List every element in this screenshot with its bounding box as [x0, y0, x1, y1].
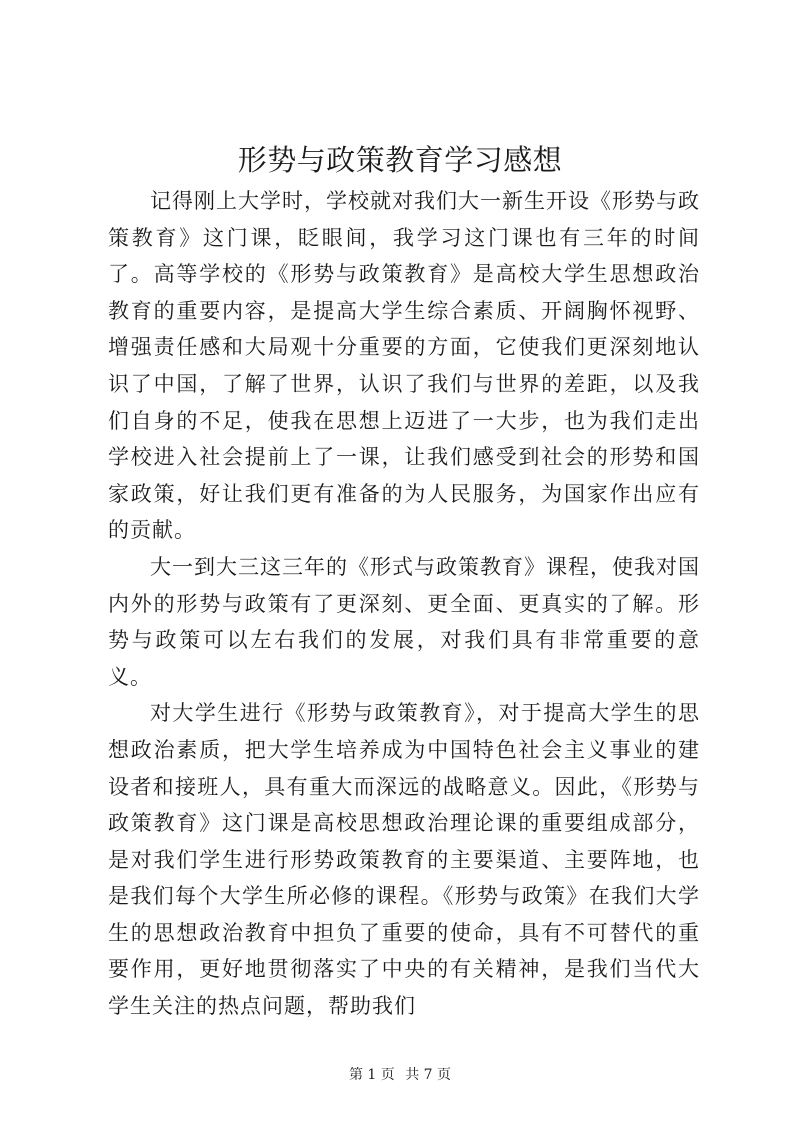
document-body [108, 183, 700, 1025]
page-footer [0, 1065, 800, 1085]
paragraph-2: 大一到大三这三年的《形式与政策教育》课程，使我对国内外的形势与政策有了更深刻、更全面、更真实的了解。形势与政策可以左右我们的发展，对我们具有非常重要的意义。 [108, 554, 700, 689]
paragraph-1: 记得刚上大学时，学校就对我们大一新生开设《形势与政策教育》这门课，眨眼间，我学习这门课也有三年的时间了。高等学校的《形势与政策教育》是高校大学生思想政治教育的重要内容，是提高大学生综合素质、开阔胸怀视野、增强责任感和大局观十分重要的方面，它使我们更深刻地认识了中国，了解了世界，认识了我们与世界的差距，以及我们自身的不足，使我在思想上迈进了一大步，也为我们走出学校进入社会提前上了一课，让我们感受到社会的形势和国家政策，好让我们更有准备的为人民服务，为国家作出应有的贡献。 [108, 189, 700, 543]
page-number: 第 1 页 [348, 1067, 395, 1083]
page-total: 共 7 页 [405, 1067, 452, 1083]
document-title: 形势与政策教育学习感想 [237, 143, 563, 177]
paragraph-3: 对大学生进行《形势与政策教育》，对于提高大学生的思想政治素质，把大学生培养成为中国特色社会主义事业的建设者和接班人，具有重大而深远的战略意义。因此，《形势与政策教育》这门课是高校思想政治理论课的重要组成部分，是对我们学生进行形势政策教育的主要渠道、主要阵地，也是我们每个大学生所必修的课程。《形势与政策》在我们大学生的思想政治教育中担负了重要的使命，具有不可替代的重要作用，更好地贯彻落实了中央的有关精神，是我们当代大学生关注的热点问题，帮助我们 [108, 701, 700, 1019]
